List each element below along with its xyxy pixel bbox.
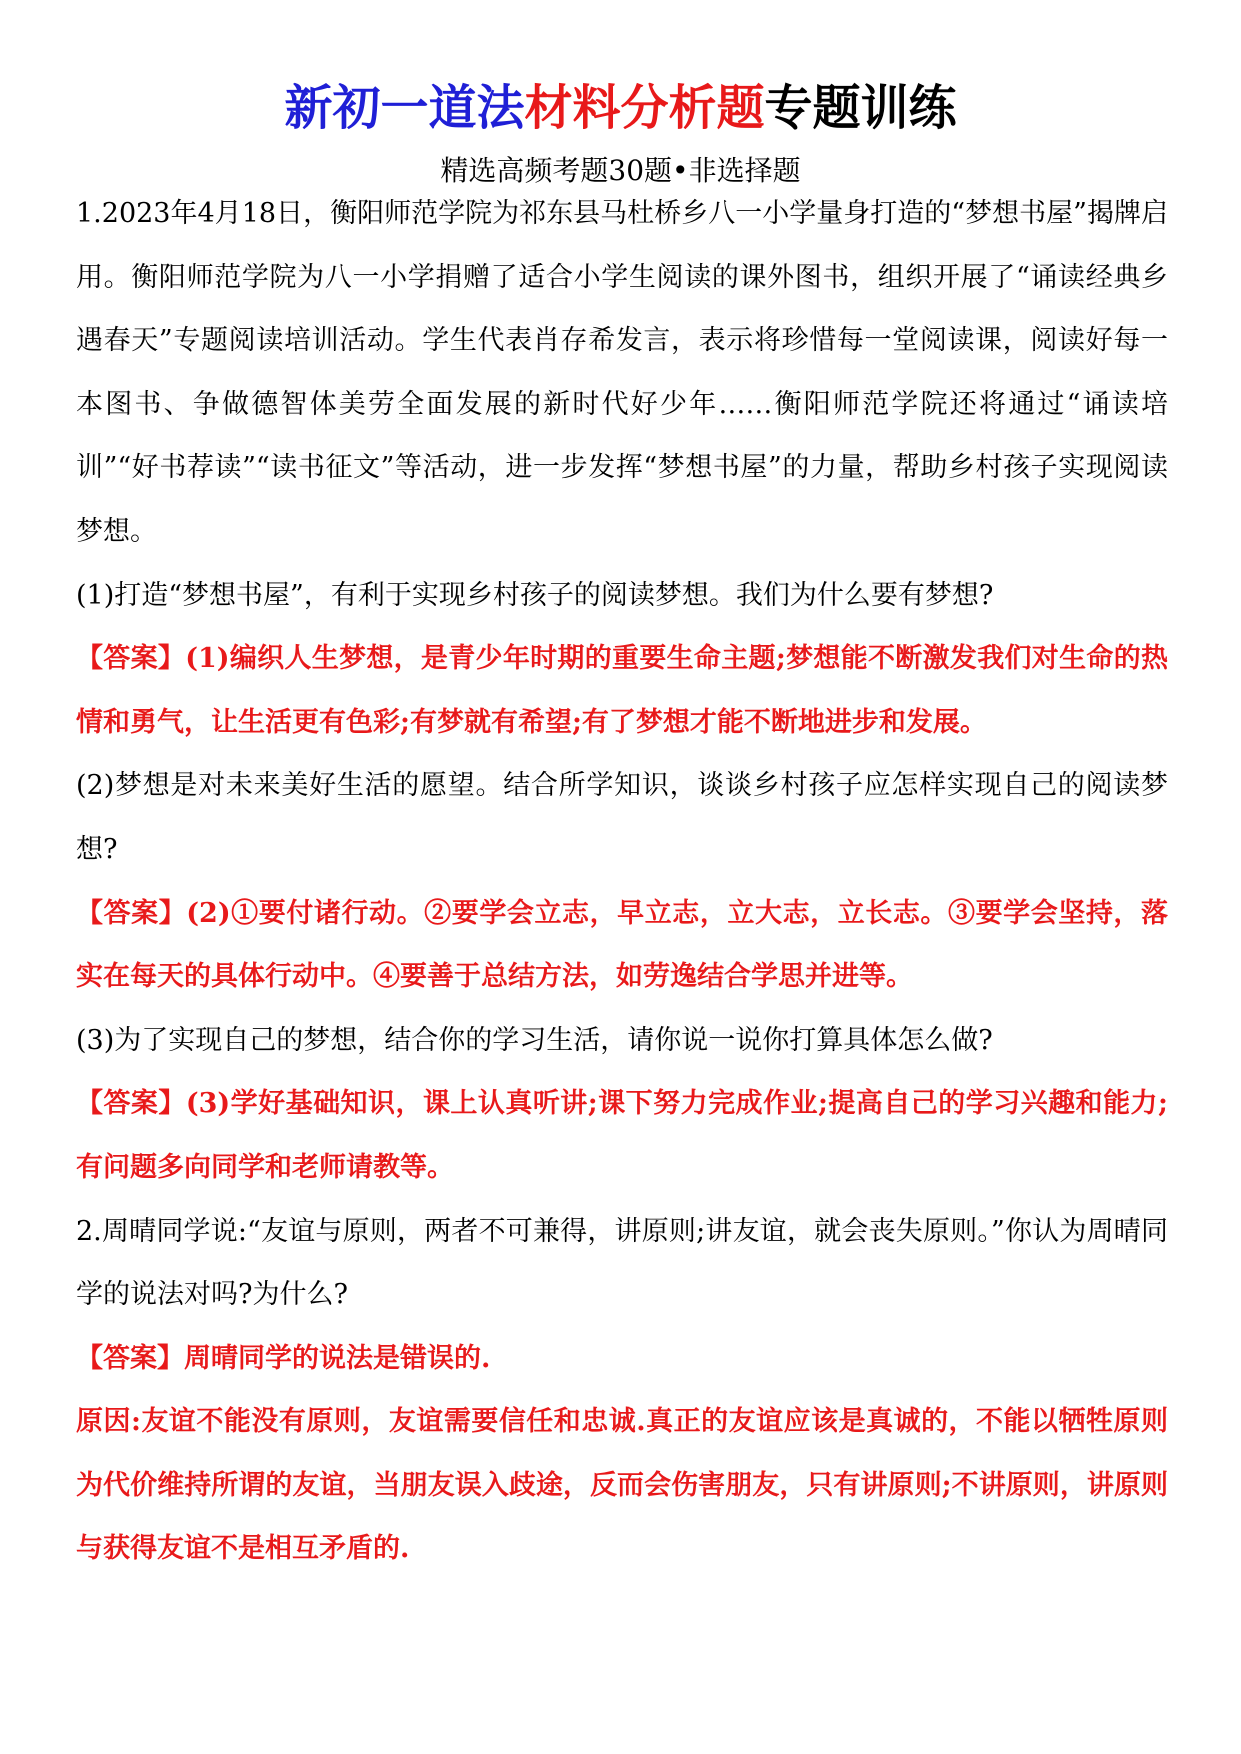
q1-sub3-question: (3)为了实现自己的梦想，结合你的学习生活，请你说一说你打算具体怎么做? [76, 1024, 993, 1056]
q2-answer-reason: 原因:友谊不能没有原则，友谊需要信任和忠诚.真正的友谊应该是真诚的，不能以牺牲原则为代价维持所谓的友谊，当朋友误入歧途，反而会伤害朋友，只有讲原则;不讲原则，讲原则与获得友谊不是相互矛盾的. [76, 1406, 1168, 1565]
q1-sub1-question: (1)打造“梦想书屋”，有利于实现乡村孩子的阅读梦想。我们为什么要有梦想? [76, 579, 994, 611]
title-part-red: 材料分析题 [524, 80, 765, 136]
q1-sub1-answer: 【答案】(1)编织人生梦想，是青少年时期的重要生命主题;梦想能不断激发我们对生命的热情和勇气，让生活更有色彩;有梦就有希望;有了梦想才能不断地进步和发展。 [76, 643, 1168, 738]
q1-sub2-answer: 【答案】(2)①要付诸行动。②要学会立志，早立志，立大志，立长志。③要学会坚持，落实在每天的具体行动中。④要善于总结方法，如劳逸结合学思并进等。 [76, 897, 1168, 993]
q1-sub3-answer: 【答案】(3)学好基础知识，课上认真听讲;课下努力完成作业;提高自己的学习兴趣和能力;有问题多向同学和老师请教等。 [76, 1088, 1168, 1183]
question-content [76, 182, 1168, 1581]
q1-sub2-question: (2)梦想是对未来美好生活的愿望。结合所学知识，谈谈乡村孩子应怎样实现自己的阅读梦想? [76, 770, 1168, 865]
q2-material: 2.周晴同学说:“友谊与原则，两者不可兼得，讲原则;讲友谊，就会丧失原则。”你认为周晴同学的说法对吗?为什么? [76, 1215, 1168, 1311]
title-part-black: 专题训练 [764, 80, 957, 136]
q1-material: 1.2023年4月18日，衡阳师范学院为祁东县马杜桥乡八一小学量身打造的“梦想书屋”揭牌启用。衡阳师范学院为八一小学捐赠了适合小学生阅读的课外图书，组织开展了“诵读经典乡遇春天”专题阅读培训活动。学生代表肖存希发言，表示将珍惜每一堂阅读课，阅读好每一本图书、争做德智体美劳全面发展的新时代好少年……衡阳师范学院还将通过“诵读培训”“好书荐读”“读书征文”等活动，进一步发挥“梦想书屋”的力量，帮助乡村孩子实现阅读梦想。 [76, 198, 1168, 547]
title-part-blue: 新初一道法 [284, 80, 525, 136]
q2-answer-verdict: 【答案】周晴同学的说法是错误的. [76, 1342, 491, 1374]
page-subtitle: 精选高频考题30题•非选择题 [440, 154, 801, 187]
page-title [0, 78, 1241, 138]
